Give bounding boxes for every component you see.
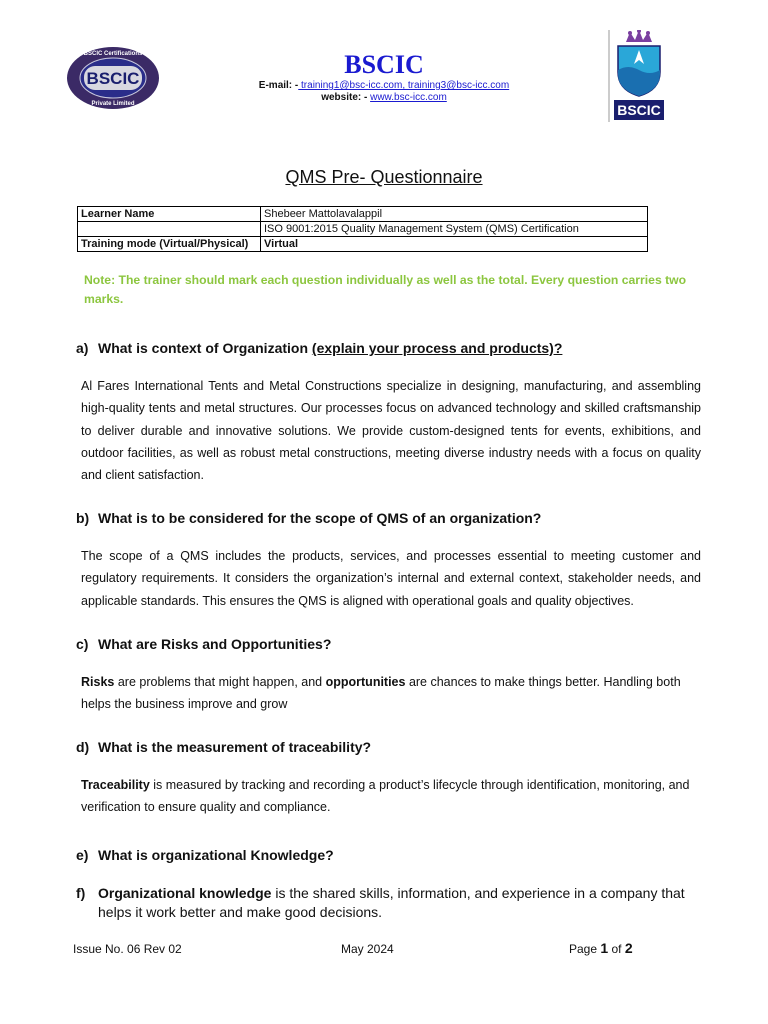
learner-info-table (77, 206, 648, 252)
question-text: What are Risks and Opportunities? (98, 636, 332, 652)
table-row (78, 222, 648, 237)
answer-b: The scope of a QMS includes the products, services, and processes essential to meeting customer and regulatory requirements. It considers the organization’s internal and external context, stakeholder needs, and applicable standards. This ensures the QMS is aligned with operational goals and quality objectives. (81, 549, 701, 608)
table-cell-label: Training mode (Virtual/Physical) (78, 237, 261, 252)
table-cell-value: Virtual (261, 237, 648, 252)
question-label: c) (76, 636, 89, 652)
email-label: E-mail: - (258, 80, 299, 91)
page-current: 1 (600, 940, 609, 956)
question-label: d) (76, 739, 90, 755)
answer-a: Al Fares International Tents and Metal Constructions specialize in designing, manufacturing, and assembling high-quality tents and metal structures. Our processes focus on advanced technology and skilled craftsmanship to deliver durable and innovative solutions. We provide custom-designed tents for events, exhibitions, and outdoor facilities, as well as robust metal constructions, meeting diverse industry needs with a focus on quality and client satisfaction. (81, 379, 701, 483)
answer-text: is measured by tracking and recording a product’s lifecycle through identification, monitoring, and verification to ensure quality and compliance. (81, 778, 690, 815)
question-b (76, 510, 541, 526)
item-bold-term: Organizational knowledge (98, 885, 272, 901)
question-a (76, 340, 562, 356)
logo-bottom-text: Private Limited (91, 101, 135, 107)
email-line (0, 80, 768, 91)
table-row (78, 237, 648, 252)
answer-d (81, 774, 701, 819)
trainer-note: Note: The trainer should mark each question individually as well as the total. Every question carries two marks. (84, 273, 687, 306)
question-text: What is context of Organization (98, 340, 312, 356)
question-text-underlined: (explain your process and products)? (311, 340, 563, 356)
table-cell-value: ISO 9001:2015 Quality Management System (QMS) Certification (261, 222, 648, 237)
footer-issue: Issue No. 06 Rev 02 (73, 942, 182, 956)
table-cell-label (78, 222, 261, 237)
logo-ring-text: BSCIC Certifications (83, 51, 143, 57)
question-d (76, 739, 371, 755)
answer-c (81, 671, 701, 716)
page-total: 2 (624, 940, 633, 956)
question-e (76, 847, 334, 863)
footer-date: May 2024 (341, 942, 394, 956)
brand-title: BSCIC (344, 50, 424, 79)
footer-page-number (569, 940, 633, 956)
table-cell-value: Shebeer Mattolavalappil (261, 207, 648, 222)
question-c (76, 636, 331, 652)
page-title: QMS Pre- Questionnaire (285, 167, 483, 187)
website-label: website: - (321, 92, 368, 103)
website-line (0, 92, 768, 103)
item-label: f) (76, 885, 86, 901)
answer-bold-term: Traceability (81, 778, 150, 792)
item-text: is the shared skills, information, and experience in a company that helps it work better and make good decisions. (98, 885, 685, 920)
question-text: What is the measurement of traceability? (98, 739, 372, 755)
website-link[interactable]: www.bsc-icc.com (370, 92, 447, 103)
answer-text: are chances to make things better. Handling both helps the business improve and grow (81, 675, 681, 712)
item-f (76, 884, 716, 922)
answer-bold-term: Risks (81, 675, 115, 689)
question-label: b) (76, 510, 90, 526)
table-cell-label: Learner Name (78, 207, 261, 222)
question-text: What is organizational Knowledge? (98, 847, 334, 863)
email-link[interactable]: training1@bsc-icc.com, training3@bsc-icc.com (298, 80, 510, 91)
table-row (78, 207, 648, 222)
logo-center-text: BSCIC (86, 69, 140, 88)
question-text: What is to be considered for the scope of QMS of an organization? (98, 510, 542, 526)
question-label: a) (76, 340, 89, 356)
answer-bold-term: opportunities (325, 675, 406, 689)
question-label: e) (76, 847, 89, 863)
crest-logo-text: BSCIC (617, 102, 661, 118)
answer-text: are problems that might happen, and (114, 675, 326, 689)
page-of: of (608, 942, 625, 956)
page-prefix: Page (569, 942, 601, 956)
